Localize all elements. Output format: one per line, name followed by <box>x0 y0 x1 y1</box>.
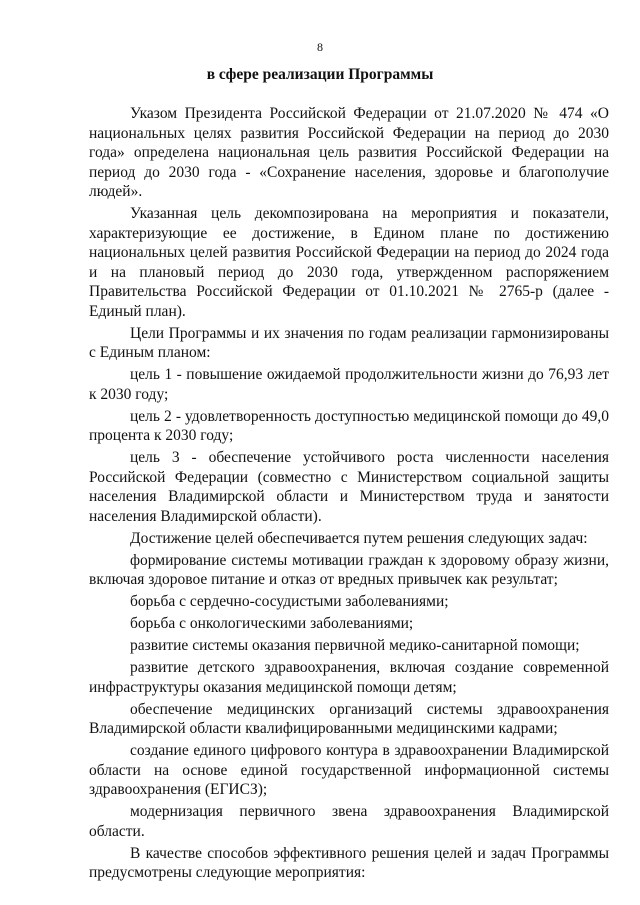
paragraph-task-primary-care: развитие системы оказания первичной медико-санитарной помощи; <box>130 637 580 654</box>
page-number: 8 <box>317 40 323 54</box>
paragraph-measures-intro: В качестве способов эффективного решения целей и задач Программы предусмотрены следующие мероприятия: <box>89 844 609 881</box>
paragraph-task-staffing: обеспечение медицинских организаций системы здравоохранения Владимирской области квалифицированными медицинскими кадрами; <box>89 700 609 737</box>
paragraph-goal-1: цель 1 - повышение ожидаемой продолжительности жизни до 76,93 лет к 2030 году; <box>89 366 609 403</box>
paragraph-task-digital: создание единого цифрового контура в здравоохранении Владимирской области на основе единой государственной информационной системы здравоохранения (ЕГИСЗ); <box>89 742 609 798</box>
paragraph-task-child-health: развитие детского здравоохранения, включая создание современной инфраструктуры оказания медицинской помощи детям; <box>89 659 609 696</box>
paragraph-goal-2: цель 2 - удовлетворенность доступностью медицинской помощи до 49,0 процента к 2030 году; <box>89 407 609 444</box>
paragraph-decree: Указом Президента Российской Федерации от 21.07.2020 № 474 «О национальных целях развития Российской Федерации на период до 2030 года» определена национальная цель развития Российской Федерации на период до 2030 года - «Сохранение населения, здоровье и благополучие людей». <box>89 105 609 200</box>
paragraph-decomposition: Указанная цель декомпозирована на мероприятия и показатели, характеризующие ее достижение, в Едином плане по достижению национальных целей развития Российской Федерации на период до 2024 года и на плановый период до 2030 года, утвержденном распоряжением Правительства Российской Федерации от 01.10.2021 № 2765-р (далее - Единый план). <box>89 205 609 320</box>
paragraph-task-modernization: модернизация первичного звена здравоохранения Владимирской области. <box>89 803 609 840</box>
paragraph-tasks-intro: Достижение целей обеспечивается путем решения следующих задач: <box>130 529 588 547</box>
section-heading: в сфере реализации Программы <box>206 66 434 83</box>
paragraph-goals-intro: Цели Программы и их значения по годам реализации гармонизированы с Единым планом: <box>89 324 609 361</box>
document-body <box>89 104 609 885</box>
paragraph-task-oncology: борьба с онкологическими заболеваниями; <box>130 615 414 632</box>
paragraph-task-cardio: борьба с сердечно-сосудистыми заболеваниями; <box>130 593 449 610</box>
paragraph-task-healthy-lifestyle: формирование системы мотивации граждан к здоровому образу жизни, включая здоровое питание и отказ от вредных привычек как результат; <box>89 551 609 588</box>
paragraph-goal-3: цель 3 - обеспечение устойчивого роста численности населения Российской Федерации (совместно с Министерством социальной защиты населения Владимирской области и Министерством труда и занятости населения Владимирской области). <box>89 449 609 525</box>
